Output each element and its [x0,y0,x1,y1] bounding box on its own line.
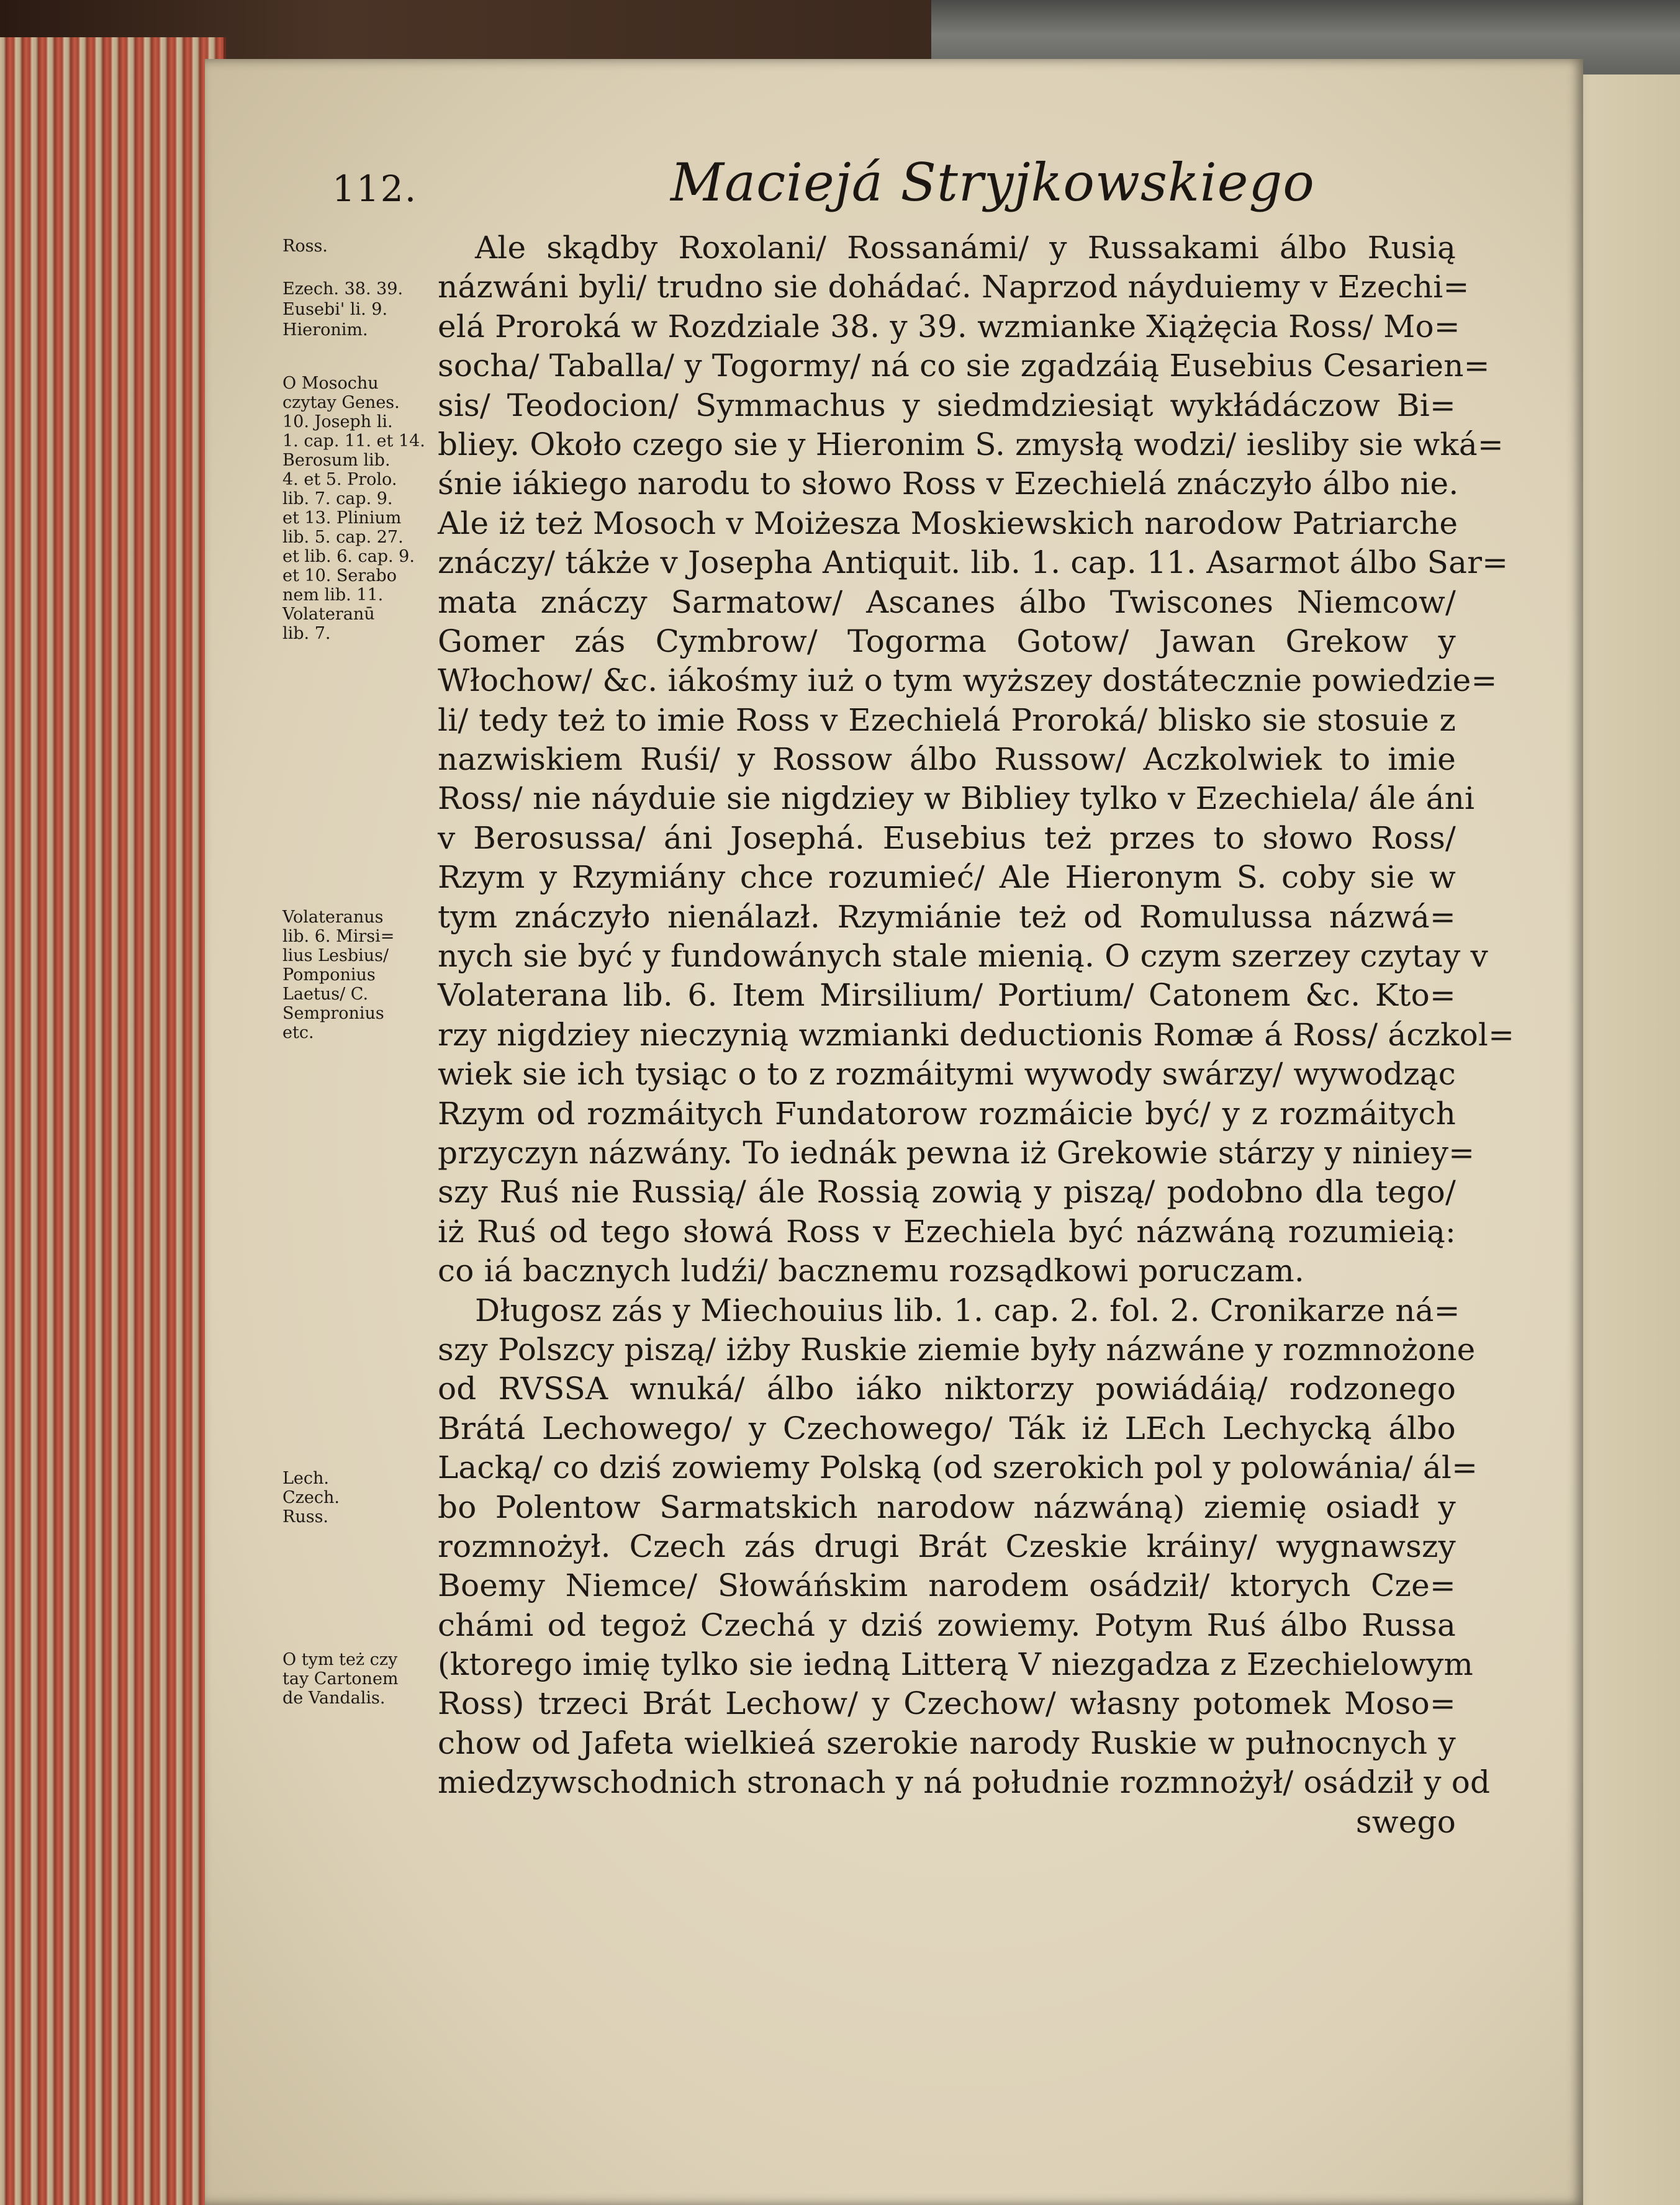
body-line: od RVSSA wnuká/ álbo iáko niktorzy powiádáią/ rodzonego [438,1371,1456,1407]
body-line: elá Proroká w Rozdziale 38. y 39. wzmianke Xiążęcia Ross/ Mo= [438,308,1460,345]
margin-note-line: O tym też czy [282,1650,398,1669]
margin-note-line: czytay Genes. [282,393,400,412]
margin-note-line: Lech. [282,1469,330,1488]
body-text [438,228,1515,1842]
body-line: nych sie być y fundowánych stale mienią. O czym szerzey czytay v [438,938,1488,975]
margin-note-line: et lib. 6. cap. 9. [282,547,415,566]
body-line: nazwiskiem Ruśi/ y Rossow álbo Russow/ Aczkolwiek to imie [438,741,1456,778]
margin-note-line: lib. 5. cap. 27. [282,528,404,547]
body-line: chow od Jafeta wielkieá szerokie narody Ruskie w pułnocnych y [438,1725,1456,1761]
margin-note-line: lius Lesbius/ [282,946,389,965]
body-line: wiek sie ich tysiąc o to z rozmáitymi wywody swárzy/ wywodząc [438,1056,1456,1093]
body-line: znáczy/ tákże v Josepha Antiquit. lib. 1. cap. 11. Asarmot álbo Sar= [438,544,1509,581]
margin-note-line: et 13. Plinium [282,508,402,528]
body-line: Ross/ nie náyduie sie nigdziey w Bibliey tylko v Ezechiela/ ále áni [438,780,1475,817]
body-line: Ale skądby Roxolani/ Rossanámi/ y Russakami álbo Rusią [475,230,1456,266]
margin-note-line: Eusebi' li. 9. [282,300,388,319]
body-line: szy Polszcy piszą/ iżby Ruskie ziemie były názwáne y rozmnożone [438,1331,1476,1368]
margin-note-line: Czech. [282,1488,340,1507]
margin-note-line: tay Cartonem [282,1669,399,1689]
body-line: bo Polentow Sarmatskich narodow názwáną) ziemię osiadł y [438,1489,1456,1525]
body-line: miedzywschodnich stronach y ná południe rozmnożył/ osádził y od [438,1764,1491,1801]
body-line: Volaterana lib. 6. Item Mirsilium/ Portium/ Catonem &c. Kto= [438,977,1456,1014]
body-line: Brátá Lechowego/ y Czechowego/ Ták iż LEch Lechycką álbo [438,1410,1456,1446]
margin-note-line: Volateranū [282,605,375,624]
margin-note-volateranus [282,908,431,1042]
body-line: Ross) trzeci Brát Lechow/ y Czechow/ własny potomek Moso= [438,1685,1456,1722]
body-line: bliey. Około czego sie y Hieronim S. zmysłą wodzi/ iesliby sie wká= [438,426,1504,462]
body-line: názwáni byli/ trudno sie dohádać. Naprzod náyduiemy v Ezechi= [438,269,1470,305]
body-line: śnie iákiego narodu to słowo Ross v Ezechielá znáczyło álbo nie. [438,466,1459,502]
margin-note-line: 1. cap. 11. et 14. [282,431,425,451]
margin-note-line: Pomponius [282,965,376,985]
margin-note-line: Laetus/ C. [282,985,369,1004]
margin-note-line: O Mosochu [282,374,379,393]
margin-note-line: Berosum lib. [282,451,391,470]
margin-note-line: Ezech. 38. 39. [282,279,404,299]
margin-note-line: Volateranus [282,908,384,927]
margin-note-ross [282,236,431,340]
margin-note-cartonem [282,1650,431,1708]
margin-note-line: lib. 6. Mirsi= [282,927,395,946]
margin-note-line: de Vandalis. [282,1689,386,1708]
body-line: szy Ruś nie Russią/ ále Rossią zowią y piszą/ podobno dla tego/ [438,1174,1456,1211]
margin-note-line: Ross. [282,237,328,256]
margin-note-line: Sempronius [282,1004,384,1023]
margin-note-line: etc. [282,1023,314,1042]
margin-note-line: Russ. [282,1507,329,1526]
margin-note-line: et 10. Serabo [282,566,397,585]
body-line: socha/ Taballa/ y Togormy/ ná co sie zgadzáią Eusebius Cesarien= [438,348,1490,384]
body-line: (ktorego imię tylko sie iedną Litterą V niezgadza z Ezechielowym [438,1646,1473,1683]
body-line: swego [1355,1803,1456,1840]
body-line: co iá bacznych ludźi/ bacznemu rozsądkowi poruczam. [438,1253,1304,1289]
body-line: tym znáczyło nienálazł. Rzymiánie też od Romulussa názwá= [438,898,1456,935]
book-page-edges [0,37,226,2205]
running-head: Maciejá Stryjkowskiego [671,152,1315,213]
body-line: Długosz zás y Miechouius lib. 1. cap. 2. fol. 2. Cronikarze ná= [475,1292,1460,1328]
body-line: Gomer zás Cymbrow/ Togorma Gotow/ Jawan Grekow y [438,623,1456,659]
margin-note-mosoch [282,374,431,643]
body-line: przyczyn názwány. To iednák pewna iż Grekowie stárzy y niniey= [438,1134,1475,1171]
body-line: Ale iż też Mosoch v Moiżesza Moskiewskich narodow Patriarche [438,505,1458,541]
body-line: Włochow/ &c. iákośmy iuż o tym wyższey dostátecznie powiedzie= [438,662,1497,699]
body-line: sis/ Teodocion/ Symmachus y siedmdziesiąt wykłádáczow Bi= [438,387,1456,423]
body-line: mata znáczy Sarmatow/ Ascanes álbo Twiscones Niemcow/ [438,584,1456,620]
body-line: li/ tedy też to imie Ross v Ezechielá Proroká/ blisko sie stosuie z [438,701,1456,738]
margin-note-line: lib. 7. [282,624,331,643]
margin-note-line: 4. et 5. Prolo. [282,470,397,489]
body-line: Lacką/ co dziś zowiemy Polską (od szerokich pol y polowánia/ ál= [438,1450,1478,1486]
margin-note-line: nem lib. 11. [282,585,384,605]
body-line: rzy nigdziey nieczynią wzmianki deductionis Romæ á Ross/ áczkol= [438,1016,1515,1053]
margin-note-line: 10. Joseph li. [282,412,393,431]
margin-note-line: lib. 7. cap. 9. [282,489,393,508]
margin-note-line: Hieronim. [282,320,368,340]
body-line: v Berosussa/ áni Josephá. Eusebius też przes to słowo Ross/ [438,819,1456,856]
body-line: chámi od tegoż Czechá y dziś zowiemy. Potym Ruś álbo Russa [438,1607,1456,1643]
body-line: rozmnożył. Czech zás drugi Brát Czeskie kráiny/ wygnawszy [438,1528,1456,1564]
body-line: iż Ruś od tego słowá Ross v Ezechiela być názwáną rozumieią: [438,1213,1456,1250]
body-line: Rzym y Rzymiány chce rozumieć/ Ale Hieronym S. coby sie w [438,859,1456,896]
margin-note-lech [282,1469,431,1526]
body-line: Boemy Niemce/ Słowáńskim narodem osádził/ ktorych Cze= [438,1567,1456,1604]
body-line: Rzym od rozmáitych Fundatorow rozmáicie być/ y z rozmáitych [438,1095,1456,1132]
page-number: 112. [332,168,418,210]
